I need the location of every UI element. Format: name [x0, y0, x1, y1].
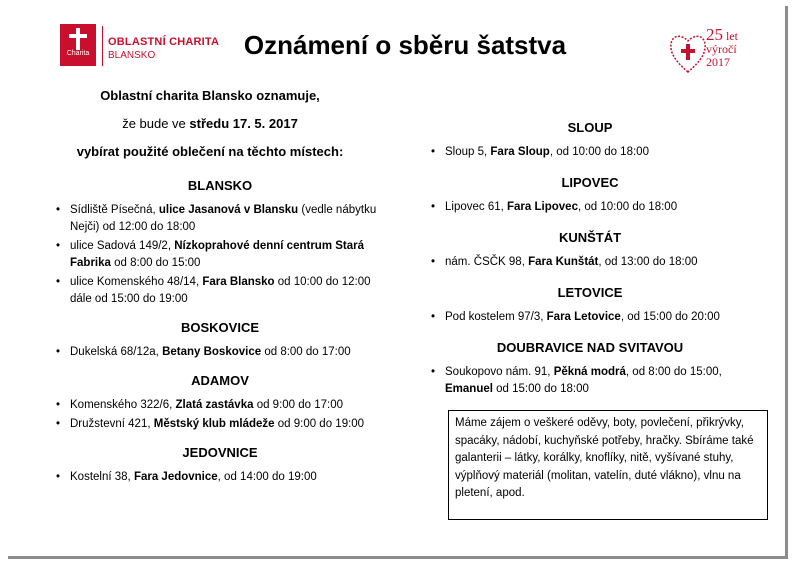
- anniversary-logo: [668, 25, 748, 78]
- anniversary-line2: výročí: [706, 42, 737, 56]
- list-item: • Pod kostelem 97/3, Fara Letovice, od 15:00 do 20:00: [445, 309, 755, 326]
- list-item: • Kostelní 38, Fara Jedovnice, od 14:00 do 19:00: [70, 469, 390, 486]
- list-item: • ulice Komenského 48/14, Fara Blansko od 10:00 do 12:00 dále od 15:00 do 19:00: [70, 274, 390, 308]
- section-title: KUNŠTÁT: [558, 230, 622, 245]
- logo-divider: [102, 26, 103, 66]
- section-title: BOSKOVICE: [180, 320, 259, 335]
- section-jedovnice: [50, 445, 390, 486]
- page-title: Oznámení o sběru šatstva: [243, 30, 567, 60]
- section-title: JEDOVNICE: [182, 445, 258, 460]
- list-item: • Lipovec 61, Fara Lipovec, od 10:00 do 18:00: [445, 199, 755, 216]
- intro-line-3: vybírat použité oblečení na těchto místech:: [76, 144, 344, 159]
- intro-date: středu 17. 5. 2017: [189, 116, 298, 131]
- section-sloup: [425, 120, 755, 161]
- anniversary-text: [706, 25, 738, 69]
- intro-block: [60, 87, 360, 171]
- section-title: DOUBRAVICE NAD SVITAVOU: [496, 340, 684, 355]
- list-item: • nám. ČSČK 98, Fara Kunštát, od 13:00 do 18:00: [445, 254, 755, 271]
- list-item: • ulice Sadová 149/2, Nízkoprahové denní centrum Stará Fabrika od 8:00 do 15:00: [70, 238, 390, 272]
- list-item: • Komenského 322/6, Zlatá zastávka od 9:00 do 17:00: [70, 397, 390, 414]
- list-item: • Dukelská 68/12a, Betany Boskovice od 8:00 do 17:00: [70, 344, 390, 361]
- list-item: • Sloup 5, Fara Sloup, od 10:00 do 18:00: [445, 144, 755, 161]
- section-title: SLOUP: [567, 120, 613, 135]
- section-lipovec: [425, 175, 755, 216]
- logo-city: BLANSKO: [108, 50, 156, 61]
- section-letovice: [425, 285, 755, 326]
- anniversary-year: 2017: [706, 55, 730, 69]
- section-title: BLANSKO: [187, 178, 253, 193]
- intro-line-2: [60, 115, 360, 143]
- right-column: [425, 120, 755, 412]
- section-kunstat: [425, 230, 755, 271]
- anniversary-line1: let: [726, 29, 738, 43]
- section-adamov: [50, 373, 390, 433]
- section-boskovice: [50, 320, 390, 361]
- charita-badge: [60, 24, 96, 66]
- section-title: ADAMOV: [191, 373, 249, 388]
- section-title: LETOVICE: [557, 285, 623, 300]
- logo-name: OBLASTNÍ CHARITA: [108, 36, 220, 48]
- section-blansko: [50, 178, 390, 308]
- heart-emblem-icon: [668, 28, 708, 76]
- left-column: [50, 178, 390, 498]
- section-title: LIPOVEC: [561, 175, 619, 190]
- list-item: • Soukopovo nám. 91, Pěkná modrá, od 8:00 do 15:00, Emanuel od 15:00 do 18:00: [445, 364, 755, 398]
- intro-line-2-text: že bude ve: [122, 116, 190, 131]
- charita-badge-text: Charita: [66, 50, 90, 57]
- section-doubravice: [425, 340, 755, 398]
- anniversary-number: 25: [706, 25, 723, 44]
- list-item: • Družstevní 421, Městský klub mládeže od 9:00 do 19:00: [70, 416, 390, 433]
- intro-line-1: Oblastní charita Blansko oznamuje,: [100, 88, 320, 103]
- list-item: • Sídliště Písečná, ulice Jasanová v Blansku (vedle nábytku Nejči) od 12:00 do 18:00: [70, 202, 390, 236]
- cross-icon: [68, 28, 88, 50]
- collection-info-box: Máme zájem o veškeré oděvy, boty, povlečení, přikrývky, spacáky, nádobí, kuchyňské potřeby, hračky. Sbíráme také galanterii – látky, korálky, knoflíky, nitě, vyšívané stuhy, výplňový materiál (molitan, vatelín, duté vlákno), vlnu na pletení, apod.: [448, 410, 768, 520]
